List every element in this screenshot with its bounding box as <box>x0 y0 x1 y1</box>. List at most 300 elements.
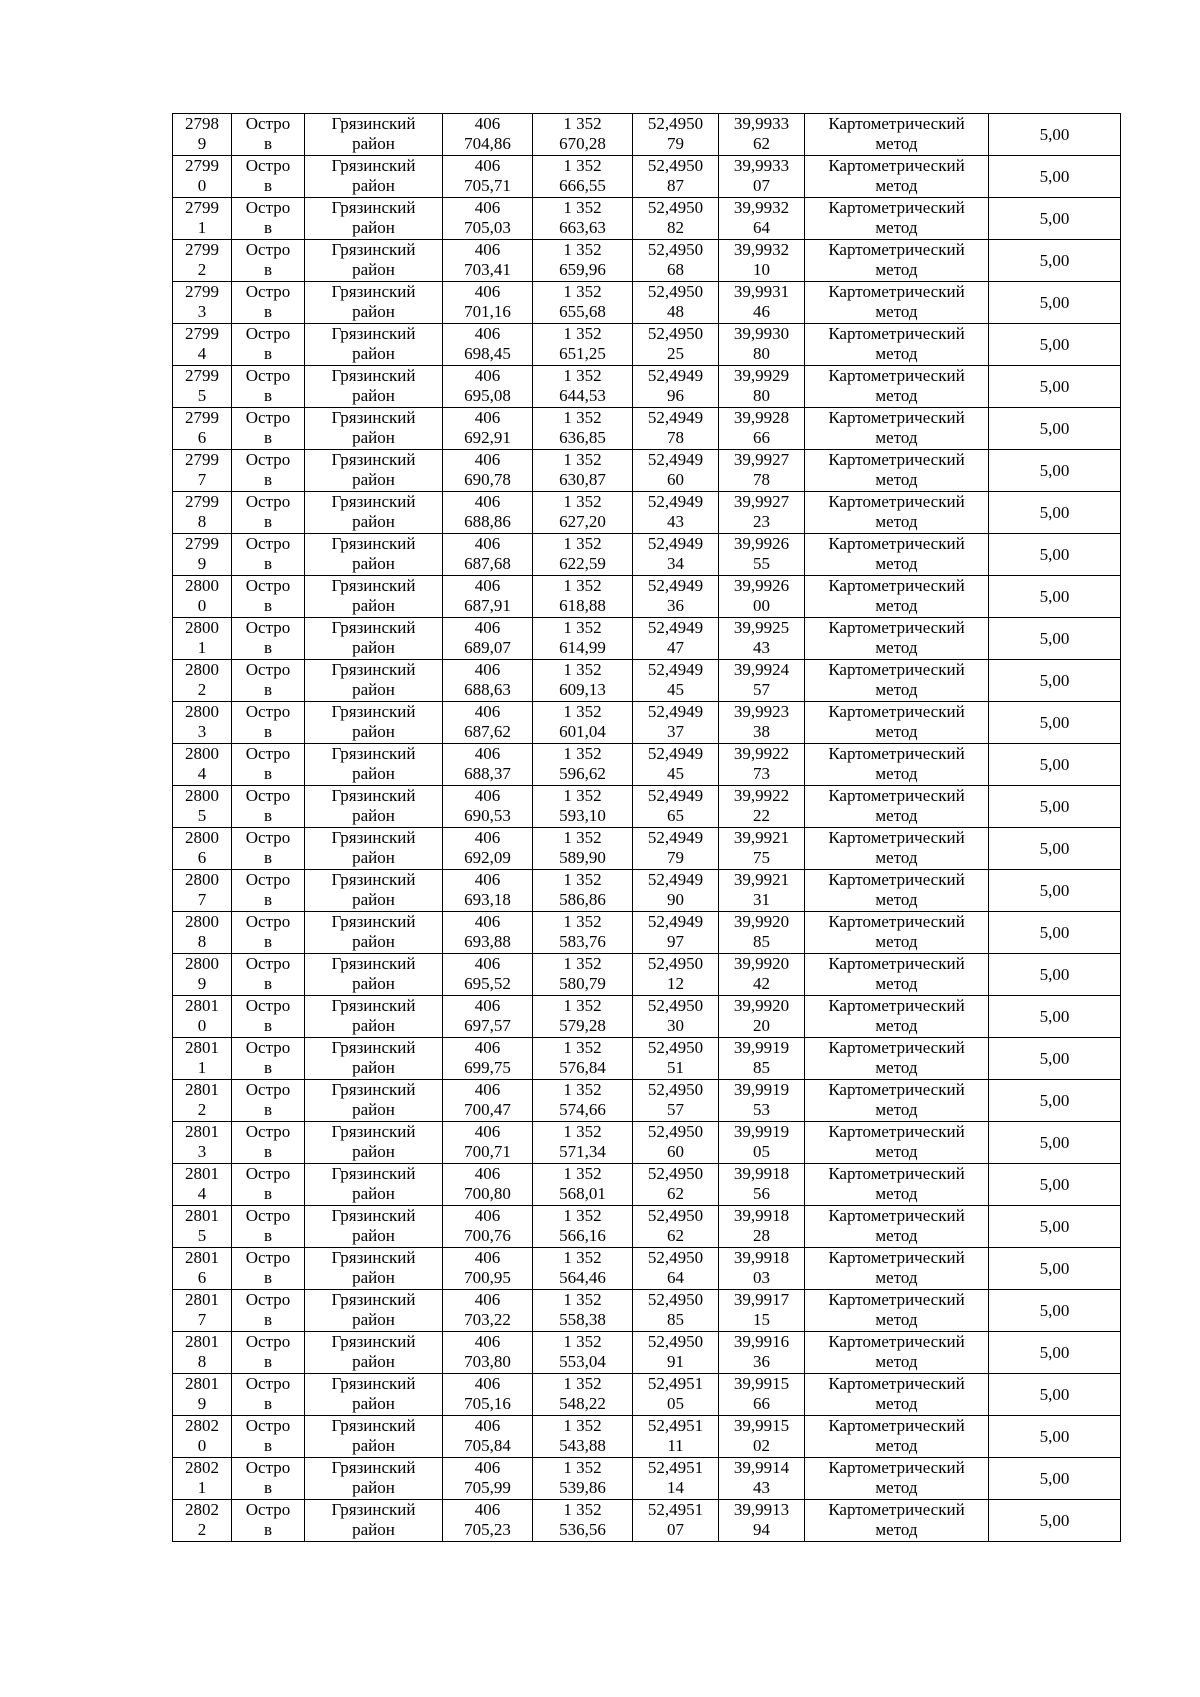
method-text: Картометрический <box>828 744 965 763</box>
longitude-text: 39,9931 <box>733 282 790 301</box>
y-coordinate-cell <box>533 240 633 282</box>
method-text: метод <box>875 596 918 615</box>
district-cell <box>305 576 443 618</box>
table-body <box>173 114 1121 1542</box>
district-cell <box>305 1290 443 1332</box>
x-coordinate-text: 699,75 <box>464 1058 511 1077</box>
object-type-cell <box>232 324 305 366</box>
latitude-cell <box>633 576 719 618</box>
point-number-cell <box>173 240 232 282</box>
district-cell <box>305 828 443 870</box>
latitude-text: 34 <box>667 554 684 573</box>
longitude-text: 39,9922 <box>733 786 790 805</box>
table-row <box>173 660 1121 702</box>
accuracy-cell: 5,00 <box>989 198 1121 240</box>
district-cell <box>305 1500 443 1542</box>
latitude-text: 30 <box>667 1016 684 1035</box>
y-coordinate-text: 666,55 <box>559 176 606 195</box>
longitude-cell <box>719 1122 805 1164</box>
y-coordinate-text: 1 352 <box>563 1164 602 1183</box>
x-coordinate-cell <box>443 1332 533 1374</box>
district-text: Грязинский <box>331 912 416 931</box>
district-text: Грязинский <box>331 702 416 721</box>
point-number-cell <box>173 450 232 492</box>
point-number-text: 0 <box>197 596 207 615</box>
method-text: метод <box>875 1520 918 1539</box>
district-text: район <box>352 722 395 741</box>
method-text: Картометрический <box>828 702 965 721</box>
latitude-text: 62 <box>667 1184 684 1203</box>
object-type-text: Остро <box>245 1122 291 1141</box>
x-coordinate-text: 406 <box>474 744 501 763</box>
method-text: метод <box>875 1100 918 1119</box>
x-coordinate-text: 688,86 <box>464 512 511 531</box>
latitude-cell <box>633 156 719 198</box>
district-cell <box>305 702 443 744</box>
object-type-text: Остро <box>245 786 291 805</box>
district-cell <box>305 534 443 576</box>
object-type-text: в <box>263 890 273 909</box>
x-coordinate-cell <box>443 786 533 828</box>
y-coordinate-cell <box>533 198 633 240</box>
district-cell <box>305 492 443 534</box>
object-type-text: в <box>263 512 273 531</box>
district-cell <box>305 366 443 408</box>
point-number-text: 2 <box>197 260 207 279</box>
method-cell <box>805 996 989 1038</box>
district-text: район <box>352 176 395 195</box>
y-coordinate-text: 1 352 <box>563 492 602 511</box>
object-type-text: Остро <box>245 1416 291 1435</box>
district-text: Грязинский <box>331 1332 416 1351</box>
y-coordinate-cell <box>533 954 633 996</box>
district-text: Грязинский <box>331 450 416 469</box>
object-type-text: в <box>263 1520 273 1539</box>
longitude-cell <box>719 912 805 954</box>
method-text: метод <box>875 932 918 951</box>
district-text: Грязинский <box>331 618 416 637</box>
method-text: Картометрический <box>828 534 965 553</box>
method-cell <box>805 282 989 324</box>
point-number-text: 2799 <box>185 366 219 385</box>
point-number-cell <box>173 1290 232 1332</box>
district-text: Грязинский <box>331 1290 416 1309</box>
district-text: Грязинский <box>331 1206 416 1225</box>
y-coordinate-cell <box>533 1290 633 1332</box>
coordinates-table <box>172 113 1121 1542</box>
longitude-text: 10 <box>753 260 770 279</box>
x-coordinate-text: 406 <box>474 660 501 679</box>
district-text: Грязинский <box>331 1038 416 1057</box>
latitude-cell <box>633 828 719 870</box>
accuracy-cell: 5,00 <box>989 1458 1121 1500</box>
method-cell <box>805 156 989 198</box>
x-coordinate-text: 406 <box>474 828 501 847</box>
method-text: метод <box>875 1394 918 1413</box>
district-text: Грязинский <box>331 156 416 175</box>
object-type-text: в <box>263 1394 273 1413</box>
point-number-text: 2799 <box>185 408 219 427</box>
longitude-cell <box>719 660 805 702</box>
method-cell <box>805 1206 989 1248</box>
latitude-cell <box>633 450 719 492</box>
longitude-text: 36 <box>753 1352 770 1371</box>
x-coordinate-cell <box>443 366 533 408</box>
x-coordinate-text: 406 <box>474 534 501 553</box>
accuracy-cell: 5,00 <box>989 324 1121 366</box>
object-type-text: Остро <box>245 366 291 385</box>
latitude-text: 52,4950 <box>647 1080 704 1099</box>
object-type-text: в <box>263 764 273 783</box>
district-text: район <box>352 848 395 867</box>
longitude-cell <box>719 1080 805 1122</box>
latitude-text: 51 <box>667 1058 684 1077</box>
district-text: район <box>352 1142 395 1161</box>
y-coordinate-cell <box>533 996 633 1038</box>
latitude-cell <box>633 786 719 828</box>
district-text: район <box>352 386 395 405</box>
latitude-text: 91 <box>667 1352 684 1371</box>
method-text: Картометрический <box>828 1080 965 1099</box>
object-type-text: в <box>263 932 273 951</box>
object-type-text: в <box>263 638 273 657</box>
district-text: район <box>352 344 395 363</box>
method-text: метод <box>875 680 918 699</box>
point-number-text: 5 <box>197 386 207 405</box>
latitude-cell <box>633 954 719 996</box>
object-type-text: в <box>263 386 273 405</box>
y-coordinate-cell <box>533 576 633 618</box>
point-number-text: 2800 <box>185 828 219 847</box>
table-row <box>173 954 1121 996</box>
point-number-cell <box>173 702 232 744</box>
point-number-cell <box>173 912 232 954</box>
object-type-cell <box>232 1206 305 1248</box>
longitude-text: 23 <box>753 512 770 531</box>
object-type-text: Остро <box>245 828 291 847</box>
accuracy-cell: 5,00 <box>989 1332 1121 1374</box>
object-type-text: в <box>263 1100 273 1119</box>
table-row <box>173 1122 1121 1164</box>
accuracy-cell: 5,00 <box>989 1206 1121 1248</box>
method-text: метод <box>875 1184 918 1203</box>
object-type-text: в <box>263 848 273 867</box>
district-text: район <box>352 1478 395 1497</box>
x-coordinate-text: 700,76 <box>464 1226 511 1245</box>
method-text: метод <box>875 848 918 867</box>
district-cell <box>305 408 443 450</box>
longitude-text: 22 <box>753 806 770 825</box>
point-number-text: 2800 <box>185 912 219 931</box>
district-text: Грязинский <box>331 114 416 133</box>
x-coordinate-cell <box>443 828 533 870</box>
accuracy-cell: 5,00 <box>989 996 1121 1038</box>
district-text: Грязинский <box>331 198 416 217</box>
y-coordinate-cell <box>533 450 633 492</box>
latitude-text: 52,4949 <box>647 702 704 721</box>
longitude-text: 55 <box>753 554 770 573</box>
point-number-text: 6 <box>197 428 207 447</box>
y-coordinate-text: 548,22 <box>559 1394 606 1413</box>
longitude-text: 39,9919 <box>733 1080 790 1099</box>
x-coordinate-text: 406 <box>474 408 501 427</box>
longitude-cell <box>719 1500 805 1542</box>
accuracy-cell: 5,00 <box>989 912 1121 954</box>
method-text: метод <box>875 1310 918 1329</box>
x-coordinate-text: 693,18 <box>464 890 511 909</box>
district-text: район <box>352 932 395 951</box>
district-text: район <box>352 554 395 573</box>
longitude-text: 43 <box>753 638 770 657</box>
latitude-text: 52,4949 <box>647 408 704 427</box>
longitude-text: 75 <box>753 848 770 867</box>
longitude-text: 39,9920 <box>733 954 790 973</box>
longitude-text: 39,9922 <box>733 744 790 763</box>
table-row <box>173 1038 1121 1080</box>
table-row <box>173 576 1121 618</box>
object-type-text: Остро <box>245 324 291 343</box>
y-coordinate-text: 576,84 <box>559 1058 606 1077</box>
x-coordinate-text: 693,88 <box>464 932 511 951</box>
point-number-text: 7 <box>197 890 207 909</box>
longitude-text: 31 <box>753 890 770 909</box>
method-text: метод <box>875 554 918 573</box>
object-type-text: Остро <box>245 618 291 637</box>
point-number-cell <box>173 114 232 156</box>
point-number-text: 2800 <box>185 702 219 721</box>
accuracy-cell: 5,00 <box>989 870 1121 912</box>
accuracy-cell: 5,00 <box>989 828 1121 870</box>
longitude-cell <box>719 408 805 450</box>
point-number-cell <box>173 156 232 198</box>
table-row <box>173 1206 1121 1248</box>
object-type-text: Остро <box>245 534 291 553</box>
method-cell <box>805 618 989 660</box>
object-type-text: Остро <box>245 1500 291 1519</box>
y-coordinate-text: 596,62 <box>559 764 606 783</box>
method-text: Картометрический <box>828 492 965 511</box>
object-type-text: Остро <box>245 660 291 679</box>
latitude-text: 52,4949 <box>647 786 704 805</box>
point-number-text: 2800 <box>185 576 219 595</box>
latitude-cell <box>633 996 719 1038</box>
longitude-cell <box>719 702 805 744</box>
district-text: Грязинский <box>331 534 416 553</box>
x-coordinate-text: 705,84 <box>464 1436 511 1455</box>
object-type-text: в <box>263 1478 273 1497</box>
latitude-text: 12 <box>667 974 684 993</box>
method-text: Картометрический <box>828 198 965 217</box>
latitude-text: 52,4950 <box>647 1206 704 1225</box>
method-text: Картометрический <box>828 1290 965 1309</box>
point-number-text: 2 <box>197 1520 207 1539</box>
district-cell <box>305 156 443 198</box>
x-coordinate-text: 406 <box>474 996 501 1015</box>
latitude-text: 52,4950 <box>647 954 704 973</box>
accuracy-cell: 5,00 <box>989 618 1121 660</box>
district-cell <box>305 1416 443 1458</box>
accuracy-cell: 5,00 <box>989 744 1121 786</box>
longitude-cell <box>719 1206 805 1248</box>
longitude-text: 39,9930 <box>733 324 790 343</box>
longitude-cell <box>719 1038 805 1080</box>
x-coordinate-text: 703,41 <box>464 260 511 279</box>
district-text: район <box>352 764 395 783</box>
district-text: Грязинский <box>331 492 416 511</box>
y-coordinate-cell <box>533 534 633 576</box>
y-coordinate-text: 1 352 <box>563 1500 602 1519</box>
object-type-cell <box>232 450 305 492</box>
method-cell <box>805 1458 989 1500</box>
accuracy-cell: 5,00 <box>989 534 1121 576</box>
point-number-cell <box>173 366 232 408</box>
method-text: метод <box>875 302 918 321</box>
x-coordinate-text: 701,16 <box>464 302 511 321</box>
x-coordinate-cell <box>443 1458 533 1500</box>
latitude-text: 52,4949 <box>647 366 704 385</box>
latitude-text: 60 <box>667 1142 684 1161</box>
method-cell <box>805 786 989 828</box>
district-text: Грязинский <box>331 786 416 805</box>
method-cell <box>805 1080 989 1122</box>
object-type-cell <box>232 408 305 450</box>
longitude-text: 39,9919 <box>733 1038 790 1057</box>
x-coordinate-text: 406 <box>474 156 501 175</box>
y-coordinate-text: 589,90 <box>559 848 606 867</box>
district-text: район <box>352 428 395 447</box>
y-coordinate-text: 627,20 <box>559 512 606 531</box>
accuracy-cell: 5,00 <box>989 1164 1121 1206</box>
x-coordinate-text: 705,23 <box>464 1520 511 1539</box>
method-text: Картометрический <box>828 408 965 427</box>
x-coordinate-text: 406 <box>474 1458 501 1477</box>
method-cell <box>805 450 989 492</box>
longitude-text: 66 <box>753 1394 770 1413</box>
longitude-cell <box>719 1290 805 1332</box>
district-cell <box>305 1038 443 1080</box>
latitude-text: 62 <box>667 1226 684 1245</box>
district-text: район <box>352 218 395 237</box>
point-number-text: 6 <box>197 1268 207 1287</box>
longitude-text: 53 <box>753 1100 770 1119</box>
point-number-text: 4 <box>197 1184 207 1203</box>
object-type-cell <box>232 744 305 786</box>
longitude-text: 39,9923 <box>733 702 790 721</box>
y-coordinate-text: 574,66 <box>559 1100 606 1119</box>
longitude-text: 78 <box>753 470 770 489</box>
latitude-text: 52,4950 <box>647 1122 704 1141</box>
district-cell <box>305 996 443 1038</box>
longitude-text: 39,9927 <box>733 450 790 469</box>
district-cell <box>305 1248 443 1290</box>
object-type-text: в <box>263 1268 273 1287</box>
x-coordinate-cell <box>443 1500 533 1542</box>
longitude-cell <box>719 366 805 408</box>
accuracy-cell: 5,00 <box>989 1374 1121 1416</box>
x-coordinate-text: 406 <box>474 1122 501 1141</box>
point-number-text: 9 <box>197 134 207 153</box>
method-cell <box>805 1500 989 1542</box>
district-text: Грязинский <box>331 828 416 847</box>
object-type-text: в <box>263 554 273 573</box>
table-row <box>173 1080 1121 1122</box>
object-type-text: в <box>263 134 273 153</box>
x-coordinate-cell <box>443 660 533 702</box>
y-coordinate-text: 564,46 <box>559 1268 606 1287</box>
district-text: Грязинский <box>331 1080 416 1099</box>
point-number-text: 2801 <box>185 996 219 1015</box>
method-text: Картометрический <box>828 996 965 1015</box>
method-text: Картометрический <box>828 156 965 175</box>
longitude-cell <box>719 282 805 324</box>
y-coordinate-cell <box>533 744 633 786</box>
y-coordinate-cell <box>533 366 633 408</box>
longitude-cell <box>719 240 805 282</box>
point-number-cell <box>173 492 232 534</box>
point-number-text: 9 <box>197 554 207 573</box>
accuracy-cell: 5,00 <box>989 366 1121 408</box>
district-text: район <box>352 806 395 825</box>
x-coordinate-text: 406 <box>474 1500 501 1519</box>
district-text: район <box>352 260 395 279</box>
point-number-cell <box>173 1164 232 1206</box>
district-cell <box>305 618 443 660</box>
object-type-cell <box>232 156 305 198</box>
y-coordinate-text: 1 352 <box>563 912 602 931</box>
y-coordinate-text: 670,28 <box>559 134 606 153</box>
x-coordinate-text: 687,91 <box>464 596 511 615</box>
method-cell <box>805 576 989 618</box>
district-text: Грязинский <box>331 870 416 889</box>
longitude-text: 00 <box>753 596 770 615</box>
x-coordinate-cell <box>443 1416 533 1458</box>
y-coordinate-cell <box>533 1248 633 1290</box>
y-coordinate-text: 1 352 <box>563 996 602 1015</box>
latitude-cell <box>633 282 719 324</box>
x-coordinate-cell <box>443 1122 533 1164</box>
y-coordinate-cell <box>533 156 633 198</box>
latitude-cell <box>633 660 719 702</box>
method-text: метод <box>875 1058 918 1077</box>
district-text: Грязинский <box>331 282 416 301</box>
latitude-text: 97 <box>667 932 684 951</box>
point-number-cell <box>173 198 232 240</box>
x-coordinate-text: 406 <box>474 450 501 469</box>
district-text: район <box>352 1100 395 1119</box>
method-cell <box>805 954 989 996</box>
district-text: Грязинский <box>331 1248 416 1267</box>
longitude-cell <box>719 1416 805 1458</box>
point-number-text: 3 <box>197 1142 207 1161</box>
x-coordinate-text: 703,22 <box>464 1310 511 1329</box>
y-coordinate-text: 1 352 <box>563 1416 602 1435</box>
object-type-text: Остро <box>245 954 291 973</box>
longitude-cell <box>719 156 805 198</box>
point-number-text: 0 <box>197 1016 207 1035</box>
longitude-text: 15 <box>753 1310 770 1329</box>
district-text: Грязинский <box>331 1164 416 1183</box>
point-number-cell <box>173 828 232 870</box>
longitude-cell <box>719 618 805 660</box>
longitude-text: 38 <box>753 722 770 741</box>
longitude-text: 39,9932 <box>733 198 790 217</box>
y-coordinate-text: 636,85 <box>559 428 606 447</box>
table-row <box>173 912 1121 954</box>
accuracy-cell: 5,00 <box>989 1416 1121 1458</box>
point-number-text: 2 <box>197 1100 207 1119</box>
point-number-text: 3 <box>197 302 207 321</box>
object-type-text: в <box>263 806 273 825</box>
